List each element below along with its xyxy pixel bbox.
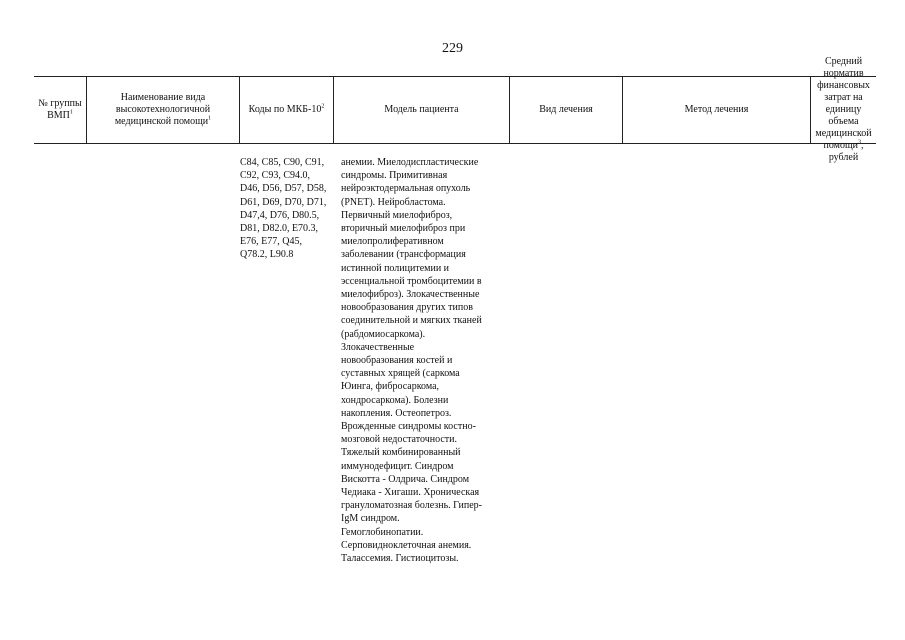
icd-codes-line: D61, D69, D70, D71, (240, 196, 327, 208)
icd-codes-line: Q78.2, L90.8 (240, 249, 294, 261)
patient-model-line: миелопролиферативном (341, 236, 444, 248)
page-number: 229 (442, 41, 463, 56)
header-cost-standard (811, 56, 876, 163)
header-treatment-method-label: Метод лечения (684, 104, 749, 115)
patient-model-line: истинной полицитемии и (341, 262, 450, 274)
patient-model-line: хондросаркома). Болезни (341, 394, 449, 406)
patient-model-line: иммунодефицит. Синдром (341, 460, 454, 472)
patient-model-line: Врожденные синдромы костно- (341, 421, 476, 433)
header-patient-model-label: Модель пациента (384, 104, 459, 115)
patient-model-line: мозговой недостаточности. (341, 434, 458, 446)
icd-codes-line: D81, D82.0, E70.3, (240, 223, 319, 235)
patient-model-line: синдромы. Примитивная (341, 170, 448, 182)
patient-model-line: заболевании (трансформация (341, 249, 466, 261)
header-group-number (34, 77, 87, 143)
patient-model-line: Злокачественные (341, 341, 415, 353)
header-treatment-type (510, 77, 623, 143)
header-treatment-method (623, 77, 811, 143)
patient-model-line: (PNET). Нейробластома. (341, 196, 446, 208)
patient-model-line: нейроэктодермальная опухоль (341, 183, 471, 195)
patient-model-line: миелофиброз). Злокачественные (341, 289, 480, 301)
header-group-label: № группы ВМП$^1$ (38, 98, 82, 121)
icd-codes-line: E76, E77, Q45, (240, 236, 302, 248)
header-cost-standard-label: Средний норматив финансовых затрат на единицу объема медицинской помощи$^3$, рублей (815, 56, 872, 163)
icd-codes-line: D46, D56, D57, D58, (240, 183, 327, 195)
header-care-type-name (87, 77, 240, 143)
patient-model-line: Тяжелый комбинированный (341, 447, 461, 459)
header-treatment-type-label: Вид лечения (539, 104, 593, 115)
patient-model-line: соединительной и мягких тканей (341, 315, 482, 327)
patient-model-line: эссенциальной тромбоцитемии в (341, 275, 482, 287)
header-patient-model (334, 77, 510, 143)
patient-model-line: вторичный миелофиброз при (341, 223, 466, 235)
patient-model-line: Вискотта - Олдрича. Синдром (341, 473, 470, 485)
icd-codes-line: C84, C85, C90, C91, (240, 157, 325, 168)
patient-model-line: новообразования других типов (341, 302, 473, 314)
icd-codes-line: C92, C93, C94.0, (240, 170, 311, 182)
patient-model-line: Гемоглобинопатии. (341, 526, 424, 538)
patient-model-line: Юинга, фибросаркома, (341, 381, 440, 393)
patient-model-line: IgM синдром. (341, 513, 400, 525)
patient-model-line: суставных хрящей (саркома (341, 368, 460, 380)
patient-model-line: анемии. Миелодиспластические (341, 157, 479, 168)
patient-model-line: (рабдомиосаркома). (341, 328, 426, 340)
patient-model-line: Первичный миелофиброз, (341, 209, 453, 221)
header-icd-codes (240, 77, 334, 143)
icd-codes-cell (240, 156, 338, 262)
icd-codes-line: D47,4, D76, D80.5, (240, 209, 320, 221)
header-care-type-label: Наименование вида высокотехнологичной медицинской помощи$^1$ (114, 92, 212, 127)
patient-model-line: Чедиака - Хигаши. Хроническая (341, 487, 480, 499)
patient-model-line: накопления. Остеопетроз. (341, 407, 452, 419)
patient-model-cell (341, 156, 513, 565)
patient-model-line: грануломатозная болезнь. Гипер- (341, 500, 483, 512)
patient-model-line: новообразования костей и (341, 355, 453, 367)
patient-model-line: Серповидноклеточная анемия. (341, 539, 472, 551)
patient-model-line: Талассемия. Гистиоцитозы. (341, 553, 459, 565)
header-icd-codes-label: Коды по МКБ-$10^2$ (248, 103, 325, 115)
